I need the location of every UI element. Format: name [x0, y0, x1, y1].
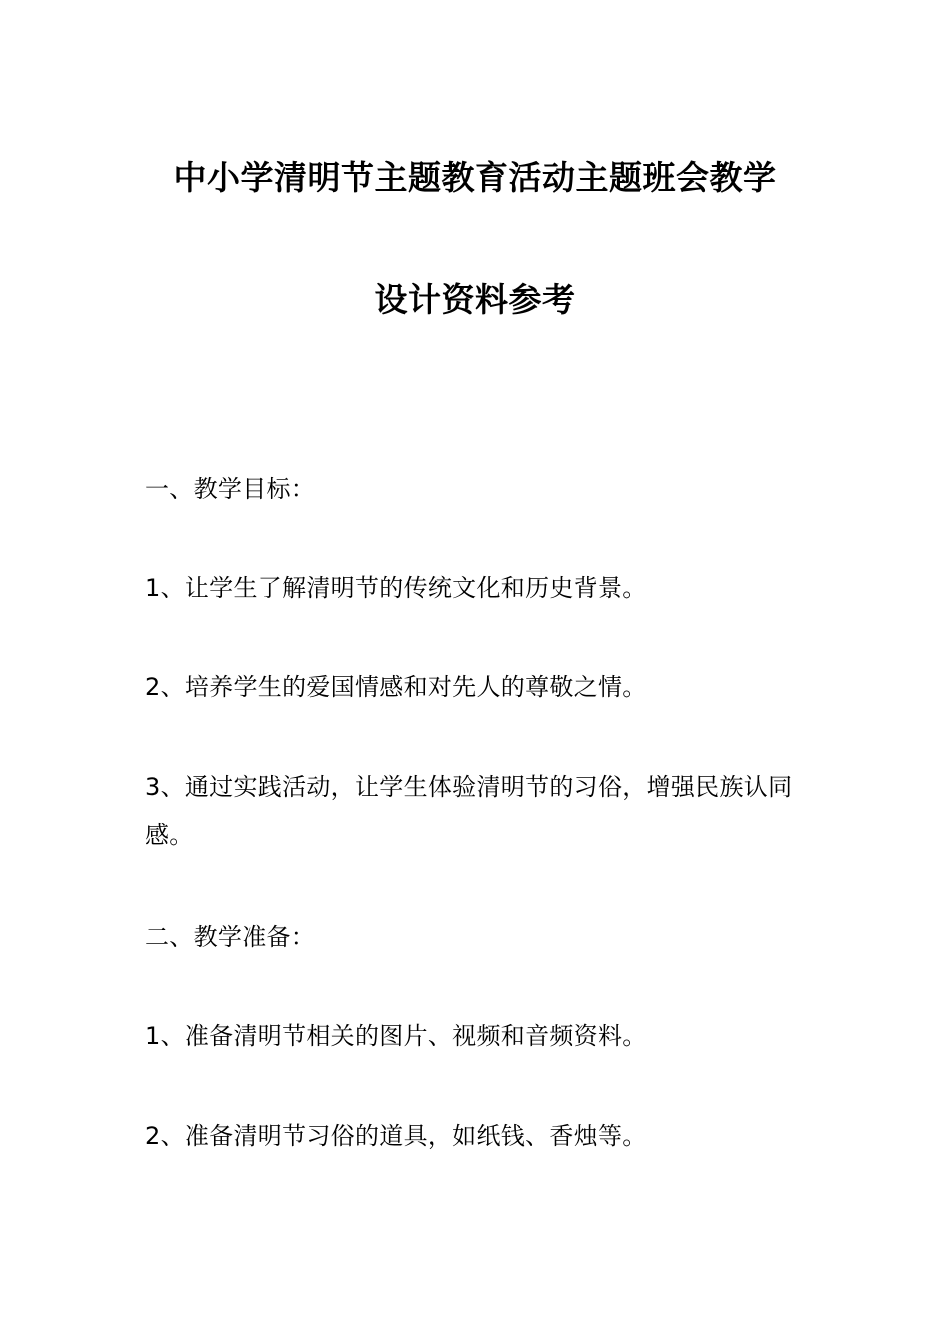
preparation-item-1: 1、准备清明节相关的图片、视频和音频资料。 — [145, 1022, 647, 1050]
preparation-item-2: 2、准备清明节习俗的道具，如纸钱、香烛等。 — [145, 1122, 647, 1150]
goal-item-1: 1、让学生了解清明节的传统文化和历史背景。 — [145, 574, 647, 602]
section-heading-teaching-goals: 一、教学目标： — [145, 475, 316, 503]
section-heading-teaching-preparation: 二、教学准备： — [145, 923, 316, 951]
document-title-line-2: 设计资料参考 — [374, 280, 576, 319]
document-title-line-1: 中小学清明节主题教育活动主题班会教学 — [173, 158, 777, 197]
goal-item-3: 3、通过实践活动，让学生体验清明节的习俗，增强民族认同感。 — [145, 773, 793, 849]
goal-item-2: 2、培养学生的爱国情感和对先人的尊敬之情。 — [145, 673, 647, 701]
